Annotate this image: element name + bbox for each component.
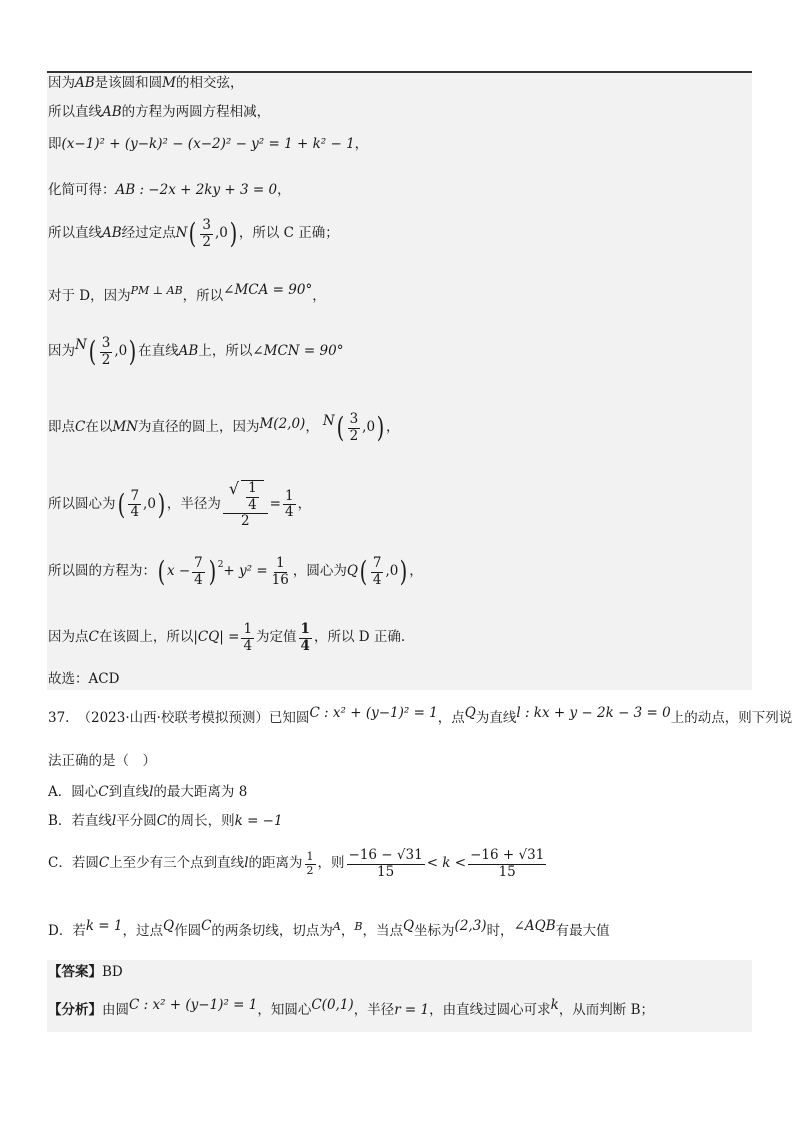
numerator: 7 (130, 487, 140, 504)
denominator: 4 (194, 571, 203, 588)
fraction-3-2 (200, 218, 213, 250)
text: ，则 (317, 855, 345, 872)
text: D．若 (48, 923, 86, 939)
text: 在该圆上，所以 (98, 629, 194, 646)
solution-line-4 (48, 184, 291, 198)
text: ，知圆心 (257, 1002, 312, 1018)
numerator: 7 (194, 555, 203, 571)
solution-line-1 (48, 77, 244, 91)
text: ，从而判断 B； (558, 1002, 655, 1018)
denominator: 2 (240, 513, 250, 530)
text: ，由直线过圆心可求 (429, 1002, 551, 1018)
paren-right: ) (208, 555, 217, 589)
math-ab: AB (178, 343, 199, 360)
paren-left: ( (88, 335, 97, 369)
fraction-7-4 (128, 489, 141, 521)
text: 因为点 (48, 629, 89, 646)
solution-line-9 (48, 480, 311, 530)
numerator: 3 (101, 335, 111, 351)
difference-equation: (x−1)² + (y−k)² − (x−2)² − y² = 1 + k² − 1 (61, 136, 355, 152)
paren-right: ) (128, 335, 137, 369)
solution-line-3 (48, 138, 368, 152)
radius: r = 1 (394, 1002, 430, 1018)
fraction-1-2 (305, 851, 316, 877)
question-source: （2023·山西·校联考模拟预测）已知圆 (77, 710, 310, 726)
solution-line-5 (48, 218, 339, 250)
numerator: 1 (284, 487, 294, 504)
exponent: 2 (217, 559, 224, 570)
math-c: C (156, 813, 168, 829)
denominator: 2 (202, 233, 212, 250)
circle-equation: C : x² + (y−1)² = 1 (309, 705, 438, 721)
solution-line-7 (48, 336, 343, 368)
text: 的距离为 (248, 855, 303, 872)
option-c (48, 848, 548, 880)
question-line-2 (48, 755, 156, 769)
line-equation: l : kx + y − 2k − 3 = 0 (516, 705, 671, 721)
answer-label: 【答案】 (48, 964, 102, 980)
point-q: Q (402, 918, 415, 934)
text: 所以圆的方程为： (48, 563, 156, 580)
text: 即点 (48, 419, 75, 436)
text: ，过点 (122, 923, 163, 939)
numerator: 1 (275, 555, 285, 571)
math-k: k = 1 (85, 918, 123, 934)
paren-right: ) (400, 555, 408, 589)
radius-fraction (223, 480, 268, 530)
math-c: C (98, 784, 109, 800)
text: 即 (48, 136, 62, 152)
fraction-3-2 (100, 336, 113, 368)
text: ， (297, 496, 312, 513)
text: 的最大距离为 8 (153, 784, 248, 800)
math-mn: MN (112, 419, 138, 436)
text: 是该圆和圆 (94, 75, 163, 91)
text: ，所以 C 正确； (238, 225, 339, 242)
paren-right: ) (157, 487, 166, 521)
text: 的两条切线，切点为 (211, 923, 333, 939)
denominator: 4 (130, 504, 140, 521)
text: 化简可得： (48, 182, 116, 198)
paren-left: ( (336, 411, 344, 445)
text: 上至少有三个点到直线 (109, 855, 245, 872)
text: 所以直线 (48, 225, 102, 242)
solution-line-11 (48, 622, 405, 654)
text: A．圆心 (48, 784, 99, 800)
numerator: −16 + √31 (470, 847, 545, 863)
numerator: 1 (243, 621, 253, 637)
text: ，所以 D 正确. (313, 629, 406, 646)
fraction-1-4 (299, 622, 312, 654)
text: B．若直线 (48, 813, 112, 829)
fraction-1-4 (283, 489, 296, 521)
math-l: l (244, 855, 249, 872)
answer-shade (47, 960, 752, 1032)
text: 上，所以 (198, 343, 253, 360)
text: C．若圆 (48, 855, 99, 872)
question-number: 37. (48, 710, 70, 726)
math-k: k = −1 (234, 813, 283, 829)
denominator: 16 (271, 571, 289, 588)
point-q: Q (163, 918, 175, 934)
fraction-1-4 (241, 622, 254, 654)
denominator: 2 (349, 427, 359, 444)
solution-line-12 (48, 673, 119, 687)
math-x: x − (166, 563, 191, 580)
option-a (48, 786, 247, 800)
text: 为直径的圆上，因为 (137, 419, 260, 436)
text: ， (312, 288, 326, 304)
text: 所以直线 (48, 104, 102, 120)
fraction-7-4 (371, 556, 384, 588)
denominator: 15 (377, 863, 395, 880)
text: ， (340, 923, 355, 939)
math-l: l (111, 813, 117, 829)
text: 的周长，则 (167, 813, 235, 829)
denominator: 2 (306, 863, 314, 877)
option-b (48, 815, 283, 829)
math-l: l (149, 784, 154, 800)
question-line-1 (48, 705, 793, 726)
answer-line (48, 966, 123, 980)
math-c: C (75, 419, 86, 436)
math-cq: |CQ| = (193, 629, 240, 646)
lower-bound-fraction (347, 848, 425, 880)
math-y2: + y² = (223, 563, 268, 580)
text: 有最大值 (555, 923, 610, 939)
denominator: 4 (372, 571, 382, 588)
angle-aqb: ∠AQB (513, 918, 556, 934)
text: 时， (486, 923, 514, 939)
point-n: N (175, 225, 188, 242)
text: 的方程为两圆方程相减， (121, 104, 271, 120)
text: ， (409, 563, 423, 580)
paren-right: ) (376, 411, 385, 445)
numerator: 3 (349, 411, 359, 427)
text: 在直线 (138, 343, 179, 360)
text: 对于 D，因为 (48, 288, 131, 304)
math-c: C (201, 918, 212, 934)
numerator (223, 480, 268, 514)
text: ,0 (385, 563, 399, 580)
point-q: Q (346, 563, 358, 580)
solution-line-2 (48, 106, 270, 120)
text: 为定值 (256, 629, 297, 646)
numerator: 7 (372, 555, 382, 571)
numerator: 3 (202, 217, 212, 233)
numerator: 1 (248, 480, 257, 496)
answer-value: BD (102, 964, 123, 980)
point-n: N (75, 337, 87, 354)
math-c: C (98, 855, 110, 872)
point-b: B (354, 920, 363, 934)
point-m: M(2,0) (259, 416, 306, 433)
fraction-1-16 (270, 556, 291, 588)
text: ， (354, 136, 369, 152)
option-d (48, 918, 610, 939)
denominator: 4 (248, 496, 257, 513)
solution-shade (47, 73, 752, 690)
circle-center: C(0,1) (311, 997, 354, 1013)
sqrt: √ $\frac{1}{4}$ (225, 480, 266, 513)
text: 平分圆 (116, 813, 157, 829)
math-m: M (162, 75, 176, 91)
text: 坐标为 (414, 923, 455, 939)
paren-left: ( (189, 217, 197, 251)
point-a: A (332, 920, 341, 934)
equals: = (269, 496, 281, 513)
numerator: −16 − √31 (348, 847, 423, 863)
text: ,0 (143, 496, 156, 513)
text: 为直线 (475, 710, 517, 726)
text: 作圆 (174, 923, 202, 939)
text: 所以圆心为 (48, 496, 116, 513)
text: 在以 (85, 419, 113, 436)
denominator: 15 (498, 863, 516, 880)
circle-equation: C : x² + (y−1)² = 1 (129, 997, 258, 1013)
paren-left: ( (359, 555, 368, 589)
angle-mcn: ∠MCN = 90° (252, 343, 344, 360)
solution-line-10 (48, 556, 423, 588)
analysis-label: 【分析】 (48, 1002, 102, 1018)
denominator: 4 (243, 637, 253, 654)
math-ab: AB (102, 225, 122, 242)
text: ,0 (215, 225, 228, 242)
math-k: k (550, 997, 559, 1013)
numerator: 1 (300, 621, 310, 637)
math-c: C (88, 629, 99, 646)
point-n: N (322, 413, 335, 430)
upper-bound-fraction (468, 848, 546, 880)
line-ab-equation: AB : −2x + 2ky + 3 = 0 (115, 182, 278, 198)
text: 上的动点，则下列说 (670, 710, 793, 726)
coordinates: (2,3) (454, 918, 487, 934)
point-q: Q (464, 705, 476, 721)
numerator: 1 (306, 849, 314, 863)
angle-mca: ∠MCA = 90° (223, 282, 313, 298)
text: ， (305, 419, 319, 436)
paren-left: ( (157, 555, 166, 589)
fraction-7-4 (192, 556, 205, 588)
text: 因为 (48, 343, 75, 360)
text: 的相交弦， (176, 75, 244, 91)
final-choice: 故选：ACD (48, 671, 120, 687)
text: 到直线 (108, 784, 150, 800)
text: ，点 (437, 710, 465, 726)
text: ,0 (114, 343, 128, 360)
paren-right: ) (229, 217, 238, 251)
text: 法正确的是（ ） (48, 753, 156, 769)
denominator: 4 (284, 504, 294, 521)
text: 经过定点 (121, 225, 176, 242)
inequality: < k < (426, 855, 467, 872)
denominator: 2 (101, 351, 111, 368)
math-ab: AB (75, 75, 95, 91)
text: 因为 (48, 75, 75, 91)
text: ，所以 (182, 288, 224, 304)
text: ，圆心为 (292, 563, 347, 580)
denominator: 4 (300, 637, 310, 654)
solution-line-6 (48, 282, 326, 304)
solution-line-8 (48, 412, 399, 444)
text: 由圆 (102, 1002, 129, 1018)
perpendicular-condition: PM ⊥ AB (130, 284, 183, 298)
text: ， (277, 182, 291, 198)
paren-left: ( (117, 487, 125, 521)
fraction-3-2 (348, 412, 361, 444)
text: ，半径为 (166, 496, 221, 513)
text: ，当点 (362, 923, 403, 939)
text: ，半径 (353, 1002, 395, 1018)
text: ， (385, 419, 400, 436)
analysis-line (48, 997, 655, 1018)
text: ,0 (362, 419, 376, 436)
math-ab: AB (102, 104, 122, 120)
